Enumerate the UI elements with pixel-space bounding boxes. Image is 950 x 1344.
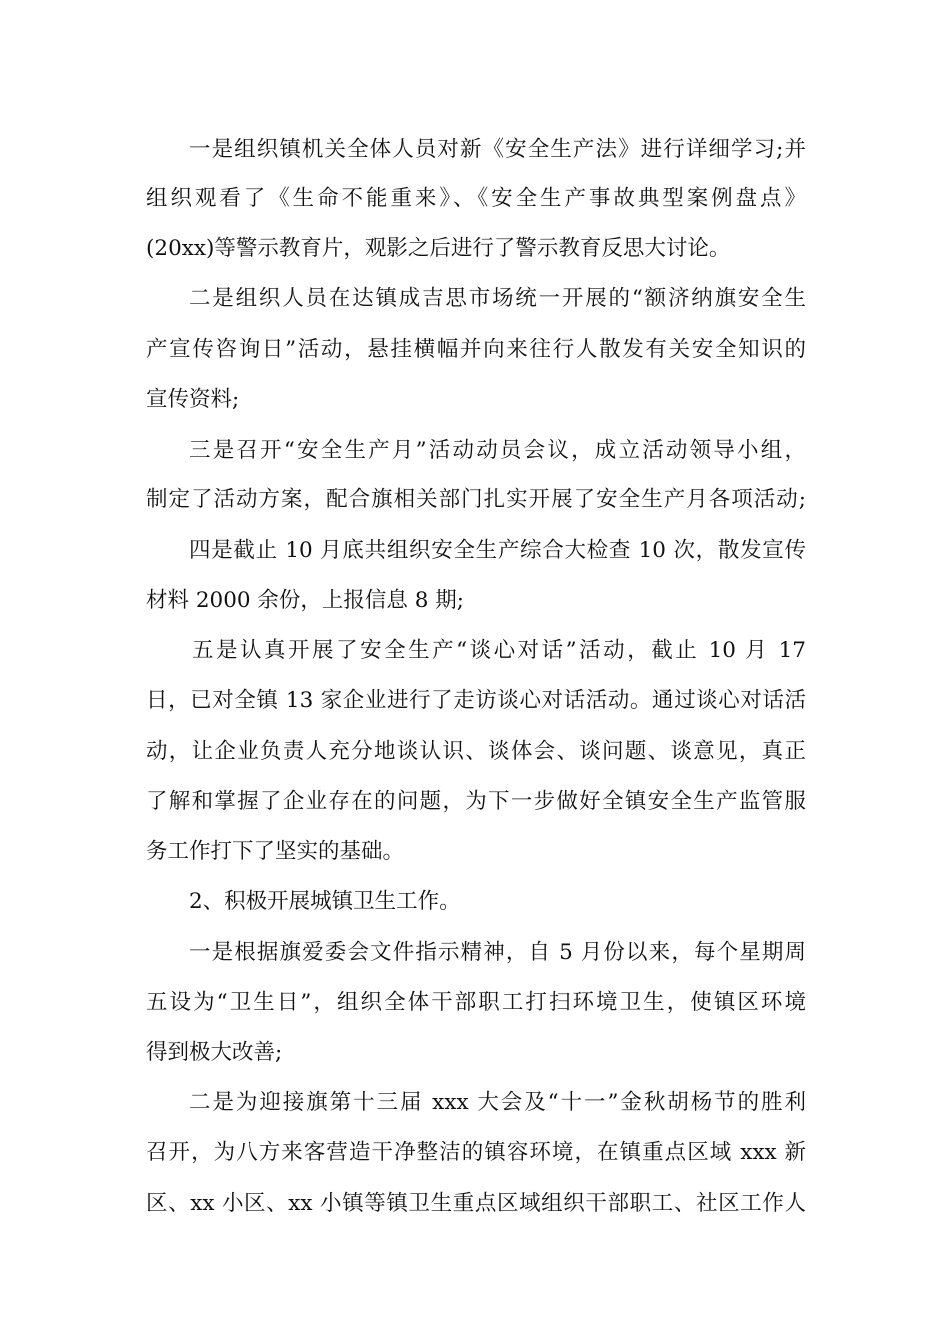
- text-line: (20xx)等警示教育片，观影之后进行了警示教育反思大讨论。: [146, 236, 731, 261]
- text-line: 一是根据旗爱委会文件指示精神，自 5 月份以来，每个星期周: [189, 940, 806, 965]
- text-line: 产宣传咨询日”活动，悬挂横幅并向来往行人散发有关安全知识的: [146, 337, 806, 362]
- text-line: 宣传资料;: [146, 387, 240, 412]
- text-line: 区、xx 小区、xx 小镇等镇卫生重点区域组织干部职工、社区工作人: [146, 1191, 806, 1216]
- text-line: 四是截止 10 月底共组织安全生产综合大检查 10 次，散发宣传: [189, 538, 806, 563]
- section-heading: 2、积极开展城镇卫生工作。: [189, 889, 461, 914]
- text-line: 一是组织镇机关全体人员对新《安全生产法》进行详细学习;并: [189, 137, 806, 162]
- text-line: 动，让企业负责人充分地谈认识、谈体会、谈问题、谈意见，真正: [146, 739, 806, 764]
- text-line: 二是为迎接旗第十三届 xxx 大会及“十一”金秋胡杨节的胜利: [189, 1090, 806, 1115]
- text-line: 五设为“卫生日”，组织全体干部职工打扫环境卫生，使镇区环境: [146, 990, 806, 1015]
- text-line: 务工作打下了坚实的基础。: [146, 839, 405, 864]
- text-line: 二是组织人员在达镇成吉思市场统一开展的“额济纳旗安全生: [189, 286, 806, 311]
- text-line: 制定了活动方案，配合旗相关部门扎实开展了安全生产月各项活动;: [146, 487, 806, 512]
- text-line: 召开，为八方来客营造干净整洁的镇容环境，在镇重点区域 xxx 新: [146, 1140, 806, 1165]
- text-line: 了解和掌握了企业存在的问题，为下一步做好全镇安全生产监管服: [146, 789, 806, 814]
- text-line: 五是认真开展了安全生产“谈心对话”活动，截止 10 月 17: [192, 638, 806, 663]
- text-line: 三是召开“安全生产月”活动动员会议，成立活动领导小组，: [189, 438, 806, 463]
- text-line: 日，已对全镇 13 家企业进行了走访谈心对话活动。通过谈心对话活: [146, 688, 806, 713]
- text-line: 组织观看了《生命不能重来》、《安全生产事故典型案例盘点》: [146, 186, 806, 211]
- text-line: 材料 2000 余份，上报信息 8 期;: [146, 588, 464, 613]
- text-line: 得到极大改善;: [146, 1040, 283, 1065]
